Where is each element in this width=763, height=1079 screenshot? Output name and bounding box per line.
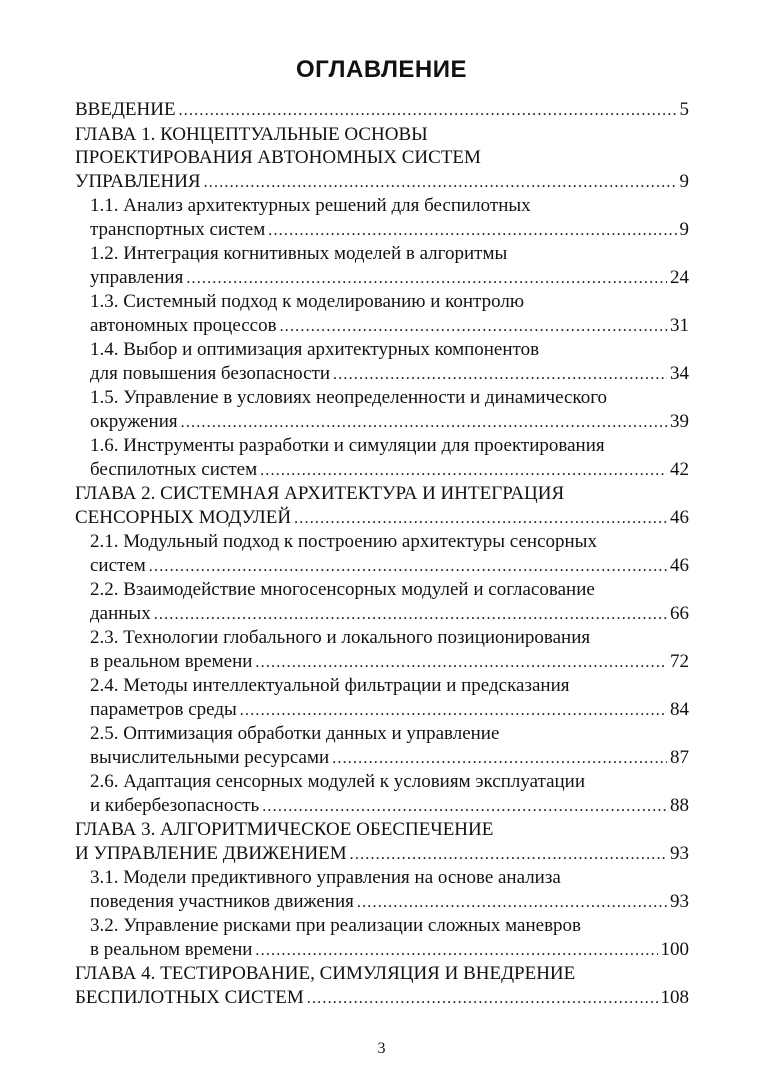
toc-entry-text: 1.2. Интеграция когнитивных моделей в алгоритмы [90,243,508,264]
toc-page-number: 88 [670,794,689,816]
toc-entry-text: в реальном времени [90,650,253,672]
toc-chapter-entry[interactable] [75,123,689,195]
toc-chapter-entry[interactable] [75,98,689,123]
dot-leader [262,795,667,819]
page-title: ОГЛАВЛЕНИЕ [295,56,468,83]
toc-entry-text: систем [90,554,146,576]
toc-entry-text: 2.3. Технологии глобального и локального позиционирования [90,627,591,648]
toc-entry-text: управления [90,266,184,288]
toc-section-entry[interactable] [75,770,689,818]
toc-entry-text: 1.6. Инструменты разработки и симуляции для проектирования [90,435,605,456]
toc-section-entry[interactable] [75,434,689,482]
toc-section-entry[interactable] [75,242,689,290]
toc-section-entry[interactable] [75,530,689,578]
toc-page-number: 93 [670,842,689,864]
toc-section-entry[interactable] [75,578,689,626]
dot-leader [181,411,667,435]
toc-entry-text: ГЛАВА 3. АЛГОРИТМИЧЕСКОЕ ОБЕСПЕЧЕНИЕ [75,819,494,840]
toc-entry-text: 2.6. Адаптация сенсорных модулей к условиям эксплуатации [90,771,586,792]
dot-leader [179,99,677,123]
dot-leader [260,459,667,483]
dot-leader [149,555,667,579]
toc-page-number: 9 [679,170,689,192]
dot-leader [204,171,677,195]
toc-entry-text: параметров среды [90,698,237,720]
dot-leader [280,315,667,339]
toc-entry-text: 2.1. Модульный подход к построению архитектуры сенсорных [90,531,597,552]
toc-entry-text: и кибербезопасность [90,794,260,816]
dot-leader [186,267,667,291]
dot-leader [332,747,667,771]
toc-entry-text: ГЛАВА 1. КОНЦЕПТУАЛЬНЫЕ ОСНОВЫ [75,123,428,145]
toc-section-entry[interactable] [75,866,689,914]
dot-leader [240,699,667,723]
page-number: 3 [377,1040,386,1057]
dot-leader [307,987,658,1011]
toc-section-entry[interactable] [75,722,689,770]
toc-page-number: 46 [670,506,689,528]
dot-leader [154,603,667,627]
toc-page-number: 39 [670,410,689,432]
toc-chapter-entry[interactable] [75,482,689,530]
dot-leader [333,363,667,387]
toc-entry-text: 2.5. Оптимизация обработки данных и управление [90,723,500,744]
toc-page-number: 72 [670,650,689,672]
toc-entry-text: 1.1. Анализ архитектурных решений для беспилотных [90,195,531,216]
dot-leader [255,651,667,675]
toc-entry-text: автономных процессов [90,314,277,336]
toc-section-entry[interactable] [75,626,689,674]
toc-page-number: 100 [660,938,689,960]
toc-entry-text: поведения участников движения [90,890,354,912]
toc-entry-text: 2.2. Взаимодействие многосенсорных модулей и согласование [90,579,595,600]
toc-page-number: 108 [660,986,689,1008]
toc-entry-text: данных [90,602,151,624]
toc-chapter-entry[interactable] [75,818,689,866]
toc-entry-text: для повышения безопасности [90,362,330,384]
toc-entry-text: в реальном времени [90,938,253,960]
toc-section-entry[interactable] [75,338,689,386]
toc-entry-text: вычислительными ресурсами [90,746,330,768]
toc-entry-text: 3.1. Модели предиктивного управления на основе анализа [90,867,561,888]
toc-page-number: 84 [670,698,689,720]
toc-entry-text: ГЛАВА 2. СИСТЕМНАЯ АРХИТЕКТУРА И ИНТЕГРАЦИЯ [75,483,565,504]
toc-section-entry[interactable] [75,386,689,434]
toc-entry-text: 3.2. Управление рисками при реализации сложных маневров [90,915,582,936]
dot-leader [255,939,657,963]
toc-section-entry[interactable] [75,290,689,338]
toc-page-number: 24 [670,266,689,288]
toc-entry-text: ВВЕДЕНИЕ [75,99,176,120]
toc-page-number: 66 [670,602,689,624]
toc-page-number: 5 [679,99,689,120]
toc-page-number: 31 [670,314,689,336]
toc-section-entry[interactable] [75,674,689,722]
dot-leader [294,507,667,531]
toc-page-number: 9 [679,218,689,240]
table-of-contents [75,98,689,1010]
toc-entry-text: беспилотных систем [90,458,258,480]
toc-entry-text: 2.4. Методы интеллектуальной фильтрации и предсказания [90,675,570,696]
toc-page-number: 42 [670,458,689,480]
toc-entry-text: 1.3. Системный подход к моделированию и контролю [90,291,525,312]
toc-entry-text: СЕНСОРНЫХ МОДУЛЕЙ [75,506,292,528]
toc-entry-text: транспортных систем [90,218,266,240]
toc-page-number: 93 [670,890,689,912]
toc-entry-text: 1.5. Управление в условиях неопределенности и динамического [90,387,608,408]
toc-entry-text: ГЛАВА 4. ТЕСТИРОВАНИЕ, СИМУЛЯЦИЯ И ВНЕДРЕНИЕ [75,963,576,984]
toc-page-number: 87 [670,746,689,768]
dot-leader [268,219,676,243]
toc-section-entry[interactable] [75,914,689,962]
toc-page-number: 34 [670,362,689,384]
dot-leader [357,891,667,915]
toc-entry-text: окружения [90,410,178,432]
toc-chapter-entry[interactable] [75,962,689,1010]
toc-entry-text: 1.4. Выбор и оптимизация архитектурных компонентов [90,339,540,360]
toc-section-entry[interactable] [75,194,689,242]
toc-entry-text: УПРАВЛЕНИЯ [75,170,201,192]
toc-page-number: 46 [670,554,689,576]
toc-entry-text: И УПРАВЛЕНИЕ ДВИЖЕНИЕМ [75,842,347,864]
toc-entry-text: ПРОЕКТИРОВАНИЯ АВТОНОМНЫХ СИСТЕМ [75,147,481,168]
toc-entry-text: БЕСПИЛОТНЫХ СИСТЕМ [75,986,304,1008]
dot-leader [350,843,667,867]
